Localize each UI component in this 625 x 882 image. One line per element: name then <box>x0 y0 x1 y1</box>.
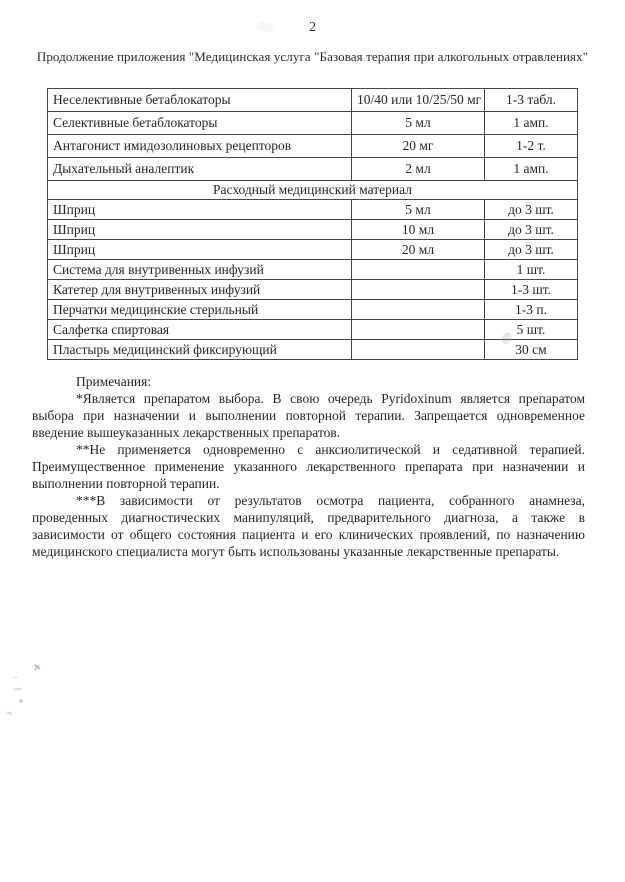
item-name-cell: Шприц <box>48 200 352 220</box>
quantity-cell: 1-3 шт. <box>485 280 578 300</box>
quantity-cell: до 3 шт. <box>485 220 578 240</box>
scan-artifact <box>14 687 22 690</box>
quantity-cell: 30 см <box>485 340 578 360</box>
section-header-cell: Расходный медицинский материал <box>48 181 578 200</box>
dose-cell <box>352 340 485 360</box>
dose-cell: 10 мл <box>352 220 485 240</box>
notes-section <box>32 373 585 560</box>
medical-service-table <box>47 88 578 360</box>
dose-cell <box>352 300 485 320</box>
quantity-cell: до 3 шт. <box>485 200 578 220</box>
dose-cell: 10/40 или 10/25/50 мг <box>352 89 485 112</box>
scan-artifact <box>7 711 12 714</box>
table-row <box>48 220 578 240</box>
item-name-cell: Катетер для внутривенных инфузий <box>48 280 352 300</box>
item-name-cell: Неселективные бетаблокаторы <box>48 89 352 112</box>
table-row <box>48 200 578 220</box>
note-line: ***В зависимости от результатов осмотра пациента, собранного анамнеза, <box>76 493 585 508</box>
table-row <box>48 89 578 112</box>
table-row <box>48 240 578 260</box>
dose-cell: 5 мл <box>352 112 485 135</box>
note-line: **Не применяется одновременно с анксиолитической и седативной терапией. <box>76 442 585 457</box>
table-row <box>48 135 578 158</box>
scan-artifact <box>34 664 40 670</box>
note-line: выбора при назначении и выполнении повторной терапии. Запрещается одновременное <box>32 408 585 423</box>
table-row <box>48 260 578 280</box>
scan-artifact <box>19 699 23 703</box>
quantity-cell: 1-3 табл. <box>485 89 578 112</box>
item-name-cell: Антагонист имидозолиновых рецепторов <box>48 135 352 158</box>
item-name-cell: Шприц <box>48 220 352 240</box>
table-row <box>48 280 578 300</box>
item-name-cell: Пластырь медицинский фиксирующий <box>48 340 352 360</box>
item-name-cell: Система для внутривенных инфузий <box>48 260 352 280</box>
item-name-cell: Перчатки медицинские стерильный <box>48 300 352 320</box>
scan-artifact <box>13 677 18 678</box>
document-title: Продолжение приложения "Медицинская услуга "Базовая терапия при алкогольных отравлениях" <box>36 49 589 64</box>
quantity-cell: 5 шт. <box>485 320 578 340</box>
note-line: введение вышеуказанных лекарственных препаратов. <box>32 425 341 440</box>
quantity-cell: 1 амп. <box>485 158 578 181</box>
table-row <box>48 320 578 340</box>
quantity-cell: 1 амп. <box>485 112 578 135</box>
scan-artifact <box>34 664 40 670</box>
quantity-cell: 1 шт. <box>485 260 578 280</box>
quantity-cell: 1-3 п. <box>485 300 578 320</box>
note-line: медицинского специалиста могут быть использованы указанные лекарственные препараты. <box>32 544 560 559</box>
note-line: проведенных диагностических манипуляций, предварительного диагноза, а также в <box>32 510 585 525</box>
page-number: 2 <box>309 20 316 35</box>
table-row <box>48 300 578 320</box>
dose-cell: 5 мл <box>352 200 485 220</box>
note-line: выполнении повторной терапии. <box>32 476 220 491</box>
table-section-header-row <box>48 181 578 200</box>
table-row <box>48 112 578 135</box>
note-line: Преимущественное применение указанного лекарственного препарата при назначении и <box>32 459 585 474</box>
table-row <box>48 158 578 181</box>
dose-cell: 20 мл <box>352 240 485 260</box>
item-name-cell: Салфетка спиртовая <box>48 320 352 340</box>
quantity-cell: до 3 шт. <box>485 240 578 260</box>
dose-cell: 2 мл <box>352 158 485 181</box>
note-line: *Является препаратом выбора. В свою очередь Pyridoxinum является препаратом <box>76 391 585 406</box>
item-name-cell: Селективные бетаблокаторы <box>48 112 352 135</box>
dose-cell <box>352 320 485 340</box>
dose-cell <box>352 280 485 300</box>
dose-cell: 20 мг <box>352 135 485 158</box>
table-row <box>48 340 578 360</box>
quantity-cell: 1-2 т. <box>485 135 578 158</box>
dose-cell <box>352 260 485 280</box>
item-name-cell: Дыхательный аналептик <box>48 158 352 181</box>
notes-heading: Примечания: <box>76 374 152 389</box>
note-line: зависимости от общего состояния пациента и его клинических проявлений, по назначению <box>32 527 585 542</box>
item-name-cell: Шприц <box>48 240 352 260</box>
